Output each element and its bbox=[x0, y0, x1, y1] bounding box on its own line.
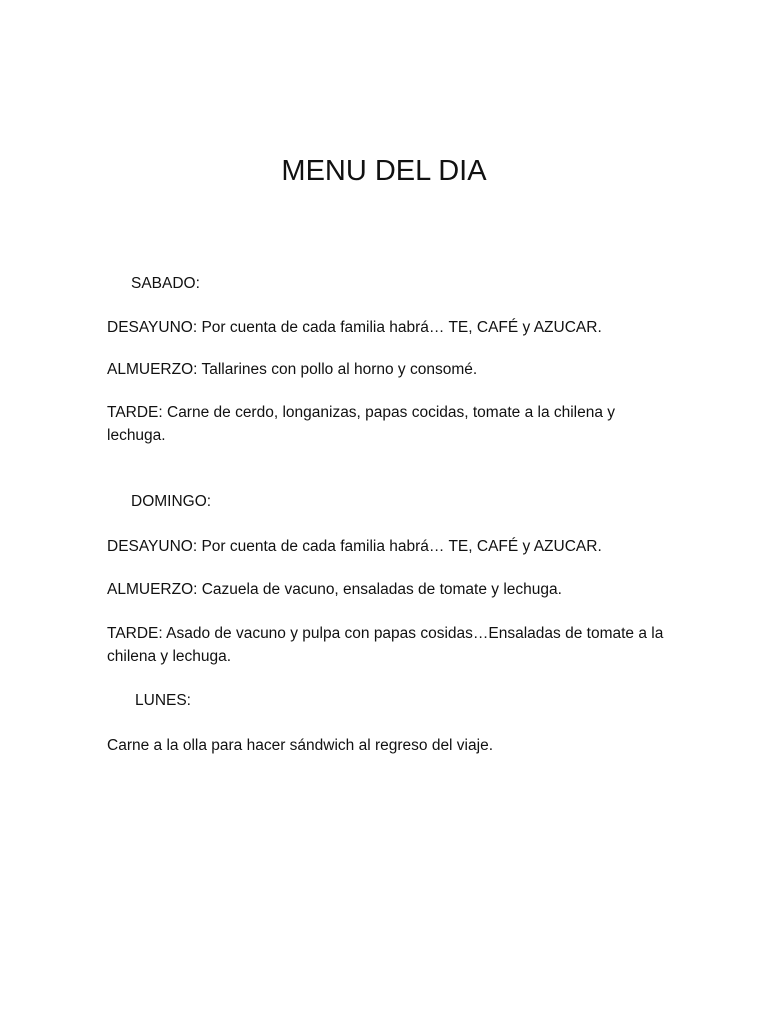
menu-item-lunes: Carne a la olla para hacer sándwich al regreso del viaje. bbox=[107, 737, 493, 754]
day-heading-domingo: DOMINGO: bbox=[131, 493, 212, 510]
menu-item-sabado-tarde: TARDE: Carne de cerdo, longanizas, papas cocidas, tomate a la chilena y lechuga. bbox=[107, 404, 616, 444]
menu-item-domingo-tarde: TARDE: Asado de vacuno y pulpa con papas cosidas…Ensaladas de tomate a la chilena y lechuga. bbox=[107, 625, 664, 665]
menu-item-sabado-almuerzo: ALMUERZO: Tallarines con pollo al horno y consomé. bbox=[107, 361, 478, 378]
page-title: MENU DEL DIA bbox=[281, 155, 487, 187]
day-heading-sabado: SABADO: bbox=[131, 275, 200, 292]
menu-item-domingo-desayuno: DESAYUNO: Por cuenta de cada familia habrá… TE, CAFÉ y AZUCAR. bbox=[107, 538, 602, 555]
day-heading-lunes: LUNES: bbox=[135, 692, 191, 709]
menu-item-sabado-desayuno: DESAYUNO: Por cuenta de cada familia habrá… TE, CAFÉ y AZUCAR. bbox=[107, 319, 602, 336]
menu-item-domingo-almuerzo: ALMUERZO: Cazuela de vacuno, ensaladas de tomate y lechuga. bbox=[107, 581, 562, 598]
